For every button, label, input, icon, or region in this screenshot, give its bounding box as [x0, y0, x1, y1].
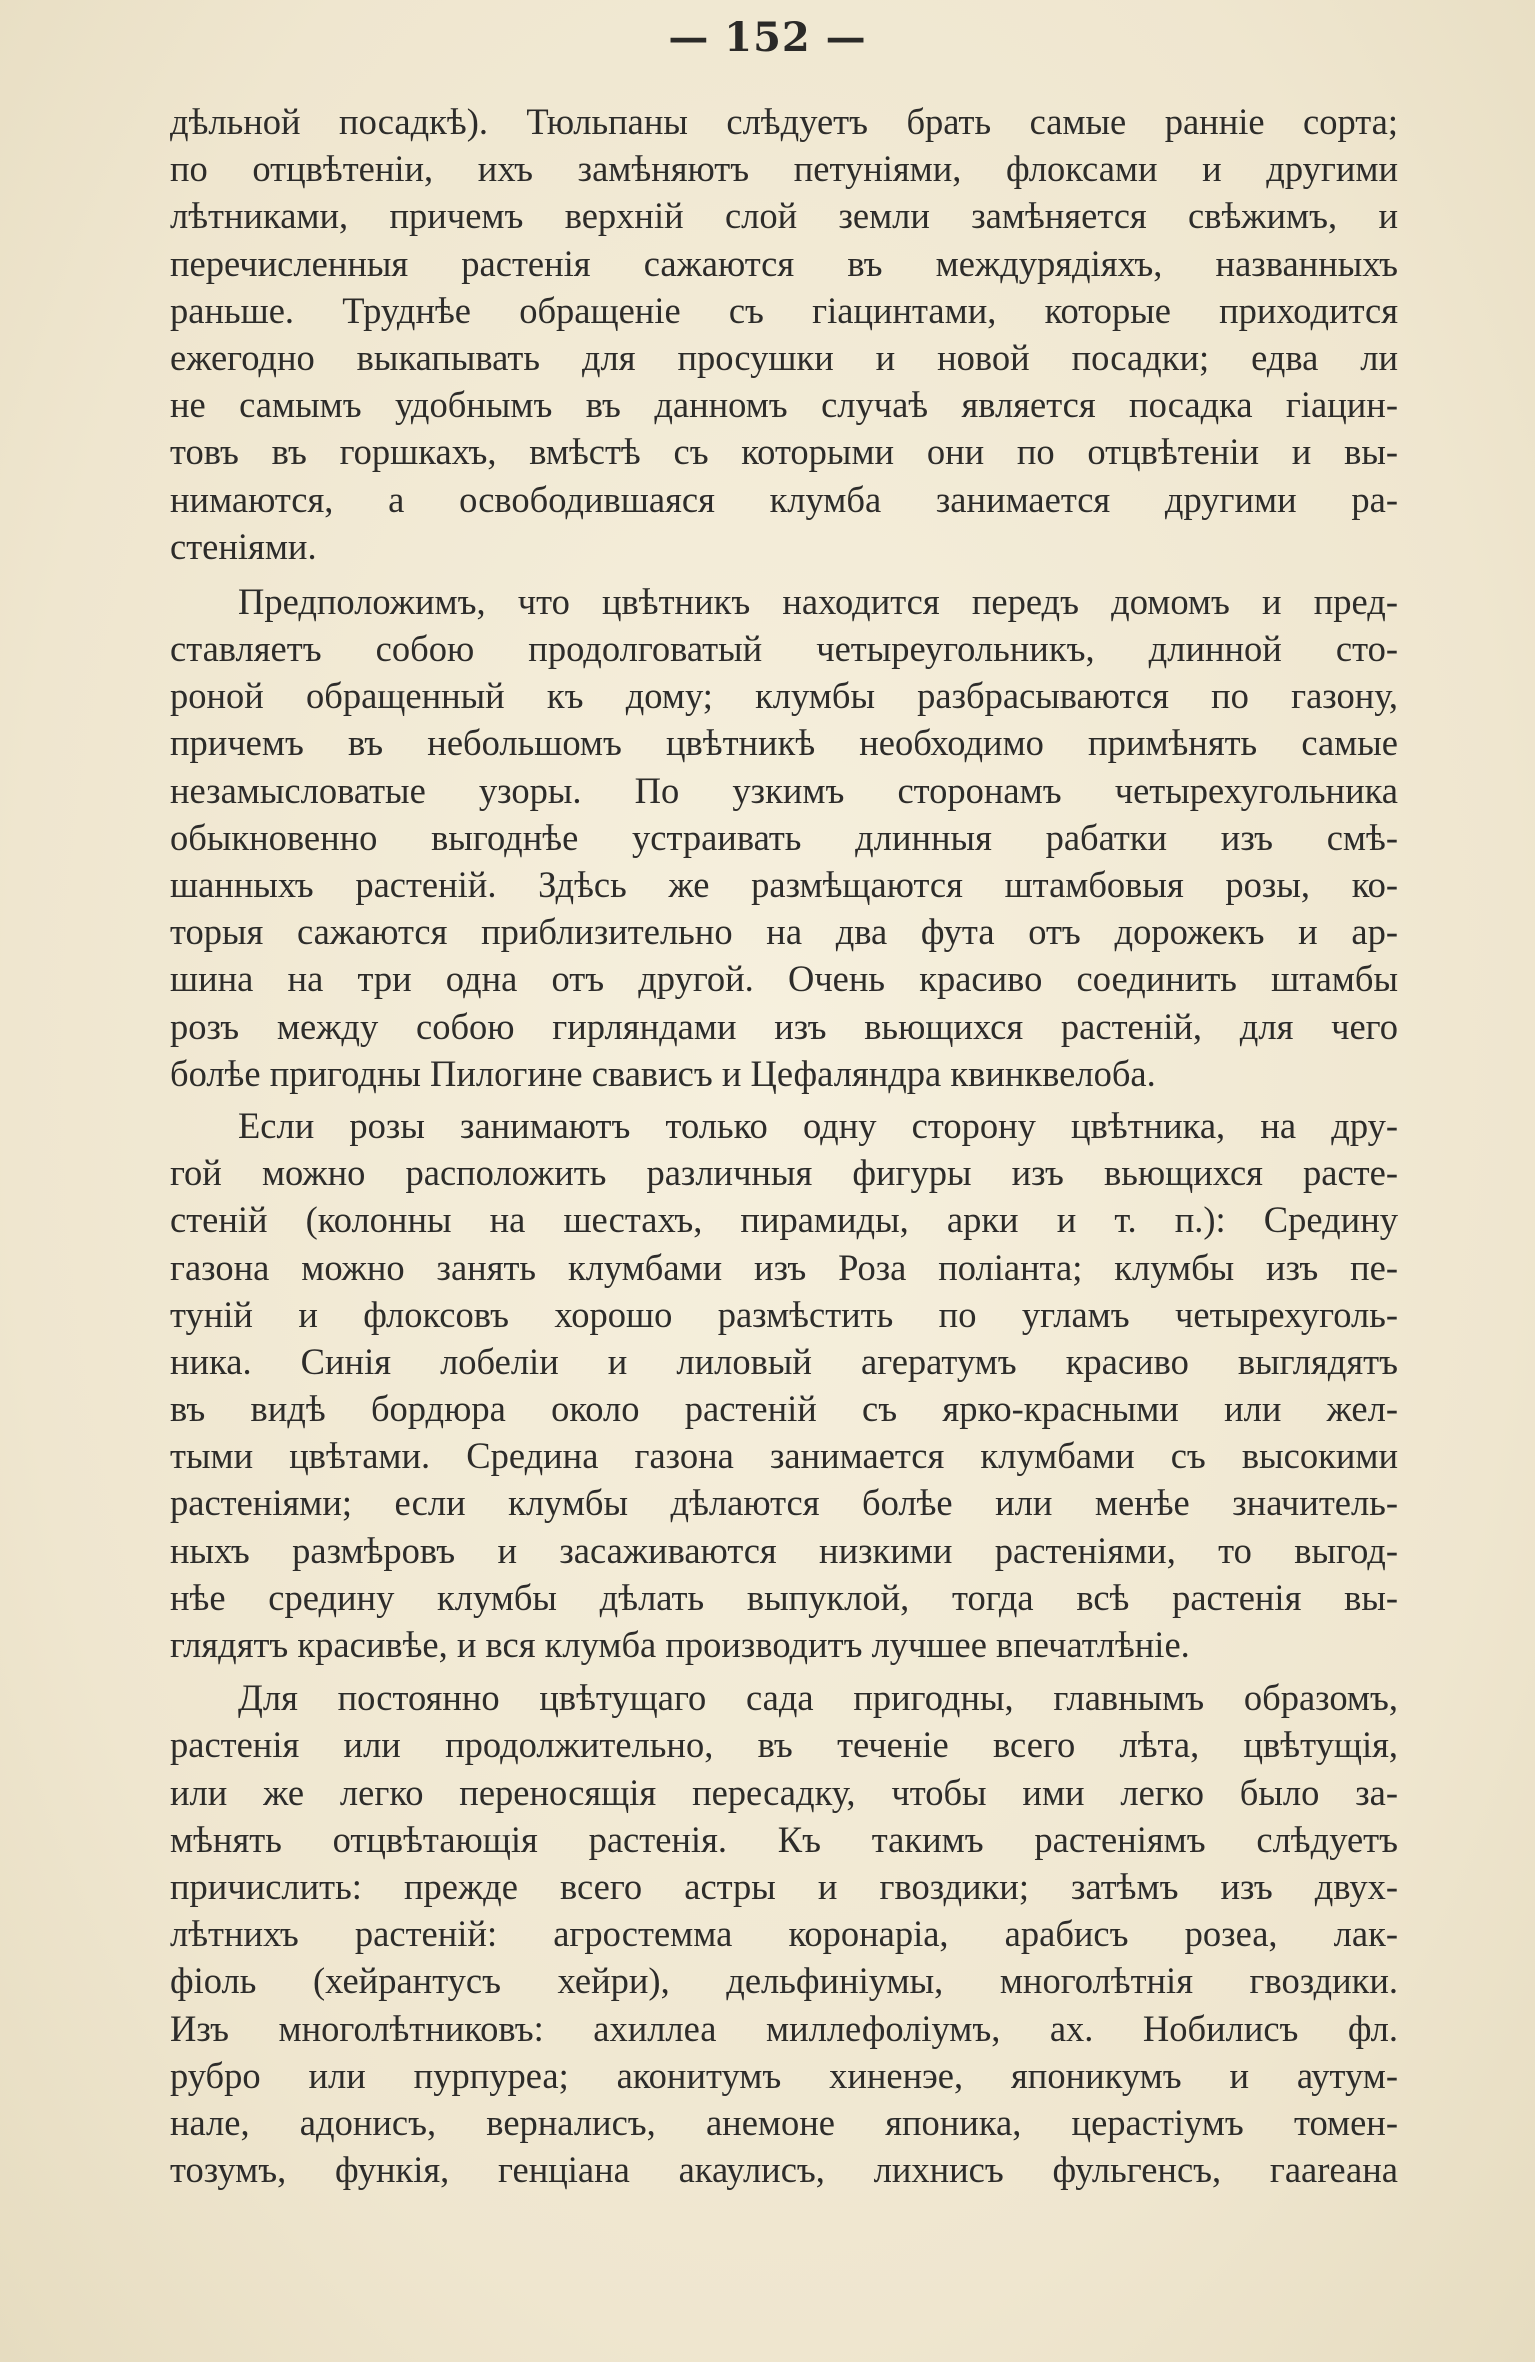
text-line: фіоль (хейрантусъ хейри), дельфиніумы, многолѣтнія гвоздики.: [170, 1960, 1398, 2002]
text-line: стеніями.: [170, 525, 317, 567]
paragraph-3: [170, 1102, 1398, 1668]
text-line: нѣе средину клумбы дѣлать выпуклой, тогда всѣ растенія вы-: [170, 1576, 1398, 1618]
text-line: торыя сажаются приблизительно на два фута отъ дорожекъ и ар-: [170, 911, 1398, 953]
text-line: Предположимъ, что цвѣтникъ находится передъ домомъ и пред-: [238, 580, 1398, 622]
text-line: перечисленныя растенія сажаются въ междурядіяхъ, названныхъ: [170, 242, 1398, 284]
text-line: нале, адонисъ, верналисъ, анемоне японика, церастіумъ томен-: [170, 2101, 1398, 2143]
text-line: стеній (колонны на шестахъ, пирамиды, арки и т. п.): Средину: [170, 1199, 1398, 1241]
text-line: лѣтниками, причемъ верхній слой земли замѣняется свѣжимъ, и: [170, 195, 1398, 237]
text-line: причислить: прежде всего астры и гвоздики; затѣмъ изъ двух-: [170, 1865, 1398, 1907]
text-line: растеніями; если клумбы дѣлаются болѣе или менѣе значитель-: [170, 1482, 1398, 1524]
text-line: нимаются, а освободившаяся клумба занимается другими ра-: [170, 478, 1398, 520]
text-line: въ видѣ бордюра около растеній съ ярко-красными или жел-: [170, 1388, 1398, 1430]
text-line: туній и флоксовъ хорошо размѣстить по угламъ четырехуголь-: [170, 1293, 1398, 1335]
paragraph-2: [170, 578, 1398, 1097]
text-line: тыми цвѣтами. Средина газона занимается клумбами съ высокими: [170, 1435, 1398, 1477]
text-line: глядятъ красивѣе, и вся клумба производитъ лучшее впечатлѣніе.: [170, 1624, 1190, 1665]
text-line: ныхъ размѣровъ и засаживаются низкими растеніями, то выгод-: [170, 1529, 1398, 1571]
text-line: Для постоянно цвѣтущаго сада пригодны, главнымъ образомъ,: [238, 1677, 1398, 1719]
text-line: шанныхъ растеній. Здѣсь же размѣщаются штамбовыя розы, ко-: [170, 864, 1398, 905]
text-line: рубро или пурпуреа; аконитумъ хиненэе, японикумъ и аутум-: [170, 2054, 1398, 2096]
text-line: ставляетъ собою продолговатый четыреугольникъ, длинной сто-: [170, 628, 1398, 670]
paragraph-1: [170, 98, 1398, 570]
text-line: дѣльной посадкѣ). Тюльпаны слѣдуетъ брать самые ранніе сорта;: [170, 101, 1398, 142]
text-line: или же легко переносящія пересадку, чтобы ими легко было за-: [170, 1771, 1398, 1813]
paragraph-4: [170, 1674, 1398, 2193]
text-line: товъ въ горшкахъ, вмѣстѣ съ которыми они по отцвѣтеніи и вы-: [170, 431, 1398, 473]
text-line: ежегодно выкапывать для просушки и новой посадки; едва ли: [170, 336, 1398, 378]
text-line: мѣнять отцвѣтающія растенія. Къ такимъ растеніямъ слѣдуетъ: [170, 1818, 1398, 1860]
text-line: растенія или продолжительно, въ теченіе всего лѣта, цвѣтущія,: [170, 1724, 1398, 1766]
text-line: Если розы занимаютъ только одну сторону цвѣтника, на дру-: [238, 1104, 1398, 1146]
text-line: роной обращенный къ дому; клумбы разбрасываются по газону,: [170, 675, 1398, 717]
text-line: Изъ многолѣтниковъ: ахиллеа миллефоліумъ, ах. Нобилисъ фл.: [170, 2007, 1398, 2049]
text-line: шина на три одна отъ другой. Очень красиво соединить штамбы: [170, 958, 1398, 1000]
text-line: обыкновенно выгоднѣе устраивать длинныя рабатки изъ смѣ-: [170, 816, 1398, 858]
text-line: гой можно расположить различныя фигуры изъ вьющихся расте-: [170, 1152, 1398, 1194]
text-line: незамысловатые узоры. По узкимъ сторонамъ четырехугольника: [170, 769, 1398, 811]
text-line: по отцвѣтеніи, ихъ замѣняютъ петуніями, флоксами и другими: [170, 148, 1398, 190]
text-line: тозумъ, функія, генціана акаулисъ, лихнисъ фульгенсъ, гааrеана: [170, 2149, 1398, 2191]
text-line: болѣе пригодны Пилогине свависъ и Цефаляндра квинквелоба.: [170, 1052, 1156, 1094]
text-line: раньше. Труднѣе обращеніе съ гіацинтами, которые приходится: [170, 289, 1398, 331]
text-line: лѣтнихъ растеній: агростемма коронаріа, арабисъ розеа, лак-: [170, 1913, 1398, 1955]
text-line: причемъ въ небольшомъ цвѣтникѣ необходимо примѣнять самые: [170, 722, 1398, 764]
text-line: газона можно занять клумбами изъ Роза поліанта; клумбы изъ пе-: [170, 1246, 1398, 1288]
text-line: не самымъ удобнымъ въ данномъ случаѣ является посадка гіацин-: [170, 384, 1398, 426]
page-body: [170, 98, 1398, 2193]
text-line: розъ между собою гирляндами изъ вьющихся растеній, для чего: [170, 1005, 1398, 1047]
page-number: — 152 —: [668, 14, 867, 61]
text-line: ника. Синія лобеліи и лиловый агератумъ красиво выглядятъ: [170, 1340, 1398, 1382]
